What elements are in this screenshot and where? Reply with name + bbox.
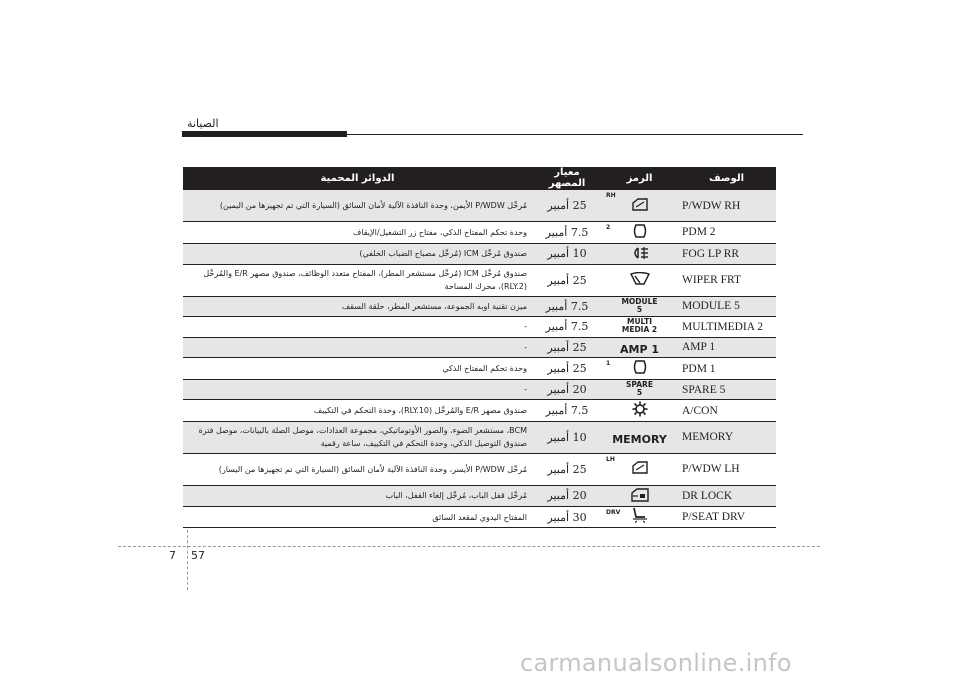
fuse-name: A/CON <box>677 400 776 422</box>
pdm-icon <box>633 223 647 243</box>
fuse-description: صندوق مصهر E/R والمُرحِّل (RLY.10)، وحدة التحكم في التكييف <box>183 400 532 422</box>
fuse-name: P/WDW LH <box>677 453 776 485</box>
air-conditioner-icon <box>632 401 648 421</box>
fuse-name: P/WDW RH <box>677 190 776 222</box>
fuse-description: - <box>183 379 532 400</box>
fuse-rating: 7.5 أمبير <box>532 296 602 317</box>
table-row <box>183 358 776 380</box>
table-row <box>183 337 776 358</box>
fuse-description: BCM، مستشعر الضوء، والصور الأوتوماتيكي، مجموعة العدادات، موصل الصلة بالبيانات، موصل فترة صندوق التوصيل الذكي، وحدة التحكم في التكييف، ساعة رقمية <box>183 421 532 453</box>
power-window-icon <box>631 197 649 216</box>
fuse-table <box>183 167 776 528</box>
fuse-description: - <box>183 317 532 338</box>
fuse-description: المفتاح اليدوي لمقعد السائق <box>183 506 532 528</box>
symbol-tag: 1 <box>606 360 611 368</box>
table-row <box>183 421 776 453</box>
fuse-symbol <box>602 453 677 485</box>
table-row <box>183 317 776 338</box>
fuse-name: P/SEAT DRV <box>677 506 776 528</box>
symbol-tag: DRV <box>606 508 621 516</box>
door-lock-icon <box>631 487 649 506</box>
fuse-symbol <box>602 222 677 244</box>
footer-divider <box>187 530 188 590</box>
fuse-symbol <box>602 296 677 317</box>
fuse-description: - <box>183 337 532 358</box>
fuse-rating: 20 أمبير <box>532 379 602 400</box>
fuse-description: وحدة تحكم المفتاح الذكي <box>183 358 532 380</box>
chapter-number: 7 <box>169 549 176 562</box>
watermark: carmanualsonline.info <box>520 649 792 677</box>
symbol-label: MEMORY <box>612 432 667 446</box>
fuse-rating: 10 أمبير <box>532 421 602 453</box>
fuse-rating: 25 أمبير <box>532 337 602 358</box>
symbol-tag: 2 <box>606 224 611 231</box>
fuse-rating: 25 أمبير <box>532 358 602 380</box>
fuse-rating: 7.5 أمبير <box>532 400 602 422</box>
fuse-name: MULTIMEDIA 2 <box>677 317 776 338</box>
fuse-symbol <box>602 421 677 453</box>
pdm-icon <box>633 359 647 379</box>
symbol-label: AMP 1 <box>619 342 659 356</box>
fuse-symbol <box>602 379 677 400</box>
fuse-description: مُرحِّل P/WDW الأيسر، وحدة النافذة الآلية لأمان السائق (السيارة التي تم تجهيزها من اليسار) <box>183 453 532 485</box>
table-row <box>183 222 776 244</box>
fuse-name: WIPER FRT <box>677 264 776 296</box>
table-row <box>183 379 776 400</box>
fuse-rating: 20 أمبير <box>532 485 602 506</box>
column-header-symbol: الرمز <box>602 167 677 190</box>
fuse-rating: 10 أمبير <box>532 243 602 264</box>
fuse-name: PDM 1 <box>677 358 776 380</box>
fuse-description: صندوق مُرحِّل ICM (مُرحِّل مستشعر المطر)، المفتاح متعدد الوظائف، صندوق مصهر E/R والمُرحِّل (RLY.2)، محرك المساحة <box>183 264 532 296</box>
fuse-symbol <box>602 264 677 296</box>
fuse-description: ميزن تقنية اوبه الجموعة، مستشعر المطر، حلقة السقف <box>183 296 532 317</box>
fuse-name: DR LOCK <box>677 485 776 506</box>
fuse-rating: 25 أمبير <box>532 453 602 485</box>
fuse-name: AMP 1 <box>677 337 776 358</box>
footer-rule <box>118 546 820 547</box>
fuse-symbol <box>602 243 677 264</box>
table-row <box>183 243 776 264</box>
table-row <box>183 453 776 485</box>
symbol-tag: RH <box>606 192 616 199</box>
fuse-description: وحدة تحكم المفتاح الذكي، مفتاح زر التشغيل/الإيقاف <box>183 222 532 244</box>
rear-fog-lamp-icon <box>630 245 650 264</box>
fuse-symbol <box>602 400 677 422</box>
power-window-icon <box>631 460 649 479</box>
fuse-rating: 25 أمبير <box>532 190 602 222</box>
fuse-name: MODULE 5 <box>677 296 776 317</box>
front-wiper-icon <box>629 271 651 290</box>
section-title: الصيانة <box>187 117 219 130</box>
table-row <box>183 264 776 296</box>
power-seat-icon <box>630 507 650 527</box>
table-row <box>183 506 776 528</box>
symbol-tag: LH <box>606 455 615 463</box>
table-row <box>183 400 776 422</box>
symbol-label: SPARE 5 <box>626 380 653 398</box>
fuse-name: MEMORY <box>677 421 776 453</box>
symbol-label: MODULE 5 <box>621 296 658 314</box>
header-rule <box>182 134 803 135</box>
fuse-description: صندوق مُرحِّل ICM (مُرحِّل مصباح الضباب الخلفي) <box>183 243 532 264</box>
fuse-rating: 7.5 أمبير <box>532 222 602 244</box>
fuse-name: FOG LP RR <box>677 243 776 264</box>
fuse-rating: 7.5 أمبير <box>532 317 602 338</box>
table-row <box>183 485 776 506</box>
page-number: 57 <box>191 549 205 562</box>
table-row <box>183 190 776 222</box>
fuse-symbol <box>602 506 677 528</box>
table-header-row <box>183 167 776 190</box>
fuse-rating: 30 أمبير <box>532 506 602 528</box>
fuse-description: مُرحِّل P/WDW الأيمن، وحدة النافذة الآلية لأمان السائق (السيارة التي تم تجهيزها من اليمين) <box>183 190 532 222</box>
column-header-description: الدوائر المحمية <box>183 167 532 190</box>
fuse-name: PDM 2 <box>677 222 776 244</box>
column-header-rating: معيار المصهر <box>532 167 602 190</box>
symbol-label: MULTI MEDIA 2 <box>621 317 658 335</box>
fuse-description: مُرحِّل قفل الباب، مُرحِّل إلغاء القفل، الباب <box>183 485 532 506</box>
fuse-symbol <box>602 190 677 222</box>
fuse-rating: 25 أمبير <box>532 264 602 296</box>
fuse-symbol <box>602 485 677 506</box>
fuse-symbol <box>602 317 677 338</box>
table-row <box>183 296 776 317</box>
fuse-symbol <box>602 358 677 380</box>
column-header-name: الوصف <box>677 167 776 190</box>
fuse-symbol <box>602 337 677 358</box>
fuse-name: SPARE 5 <box>677 379 776 400</box>
